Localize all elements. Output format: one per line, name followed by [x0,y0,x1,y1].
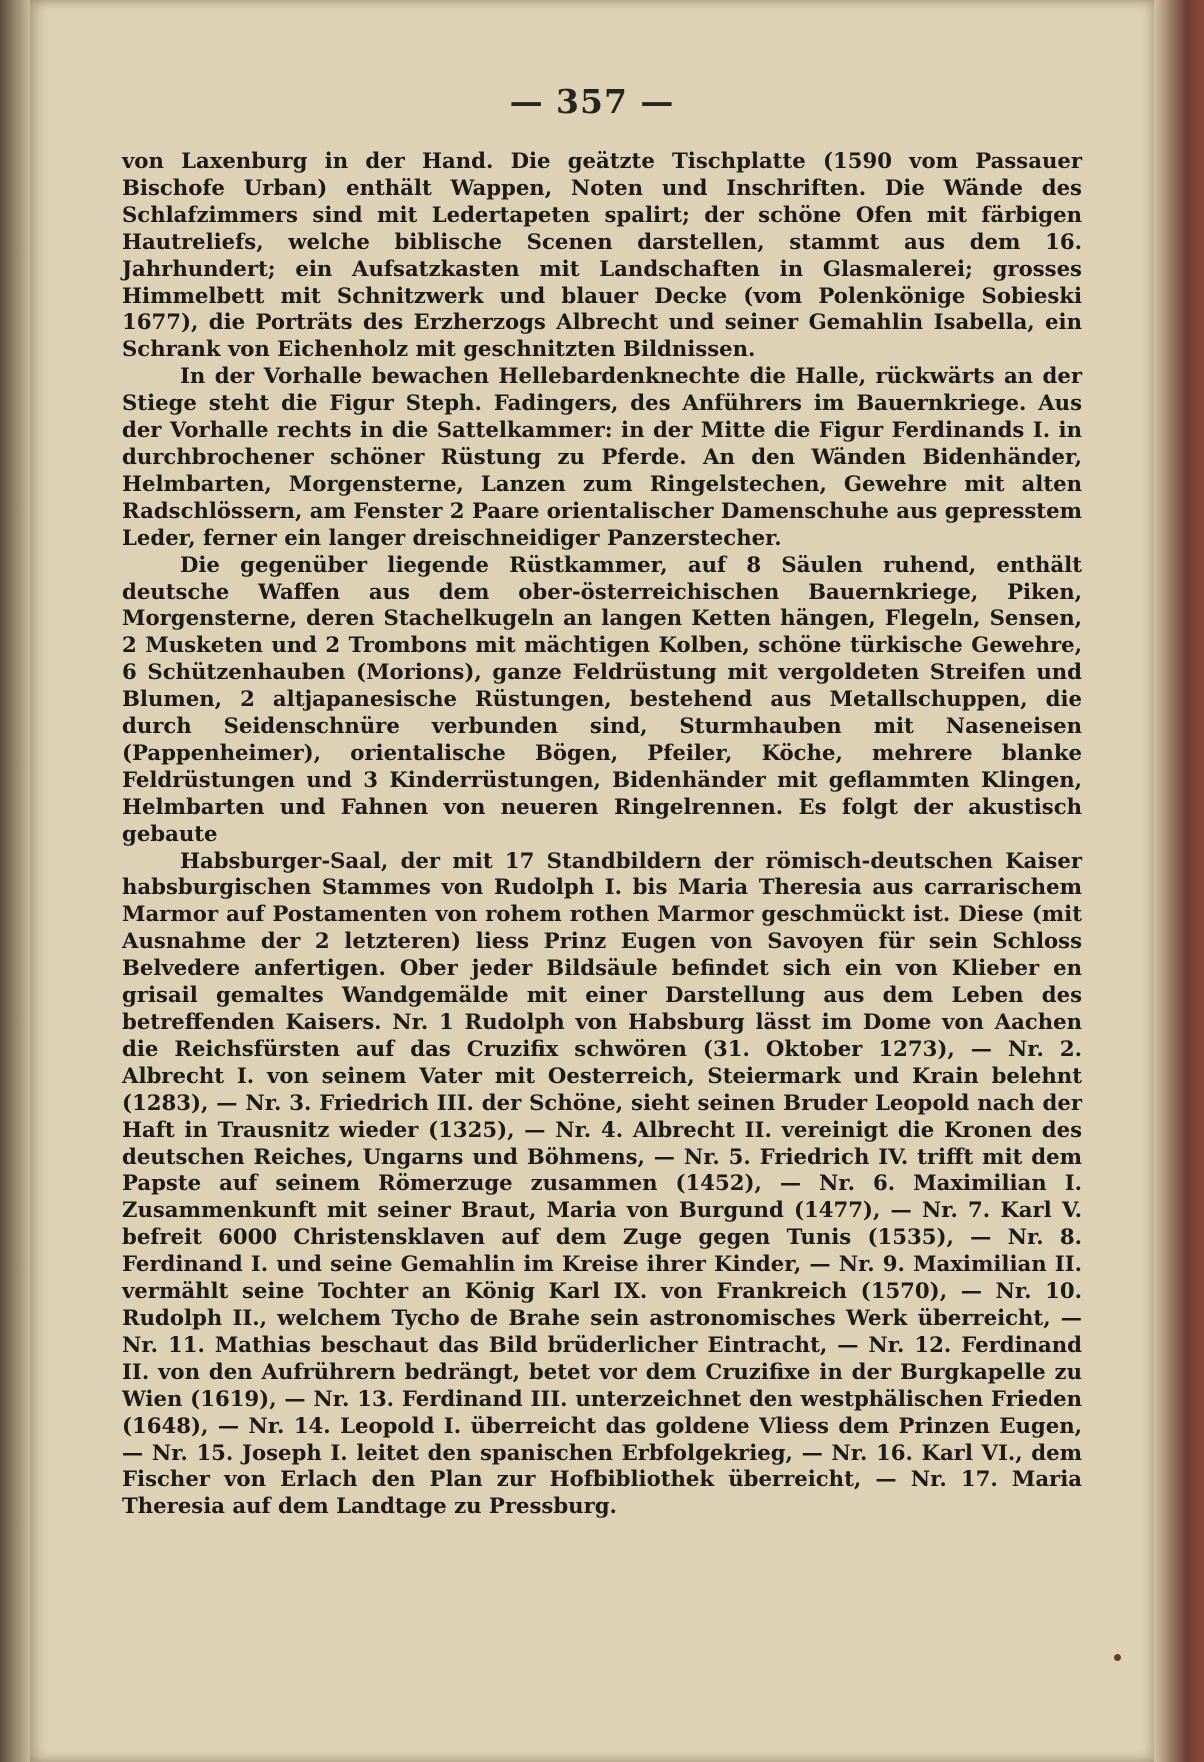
page-number: — 357 — [509,82,675,121]
page-edge-stack [1154,0,1204,1762]
paragraph-vorhalle: In der Vorhalle bewachen Hellebardenknechte die Halle, rückwärts an der Stiege steht die Figur Steph. Fadingers, des Anführers im Bauernkriege. Aus der Vorhalle rechts in die Sattelkammer: in der Mitte die Figur Ferdinands I. in durchbrochener schöner Rüstung zu Pferde. An den Wänden Bidenhänder, Helmbarten, Morgensterne, Lanzen zum Ringelstechen, Gewehre mit alten Radschlössern, am Fenster 2 Paare orientalischer Damenschuhe aus gepresstem Leder, ferner ein langer dreischneidiger Panzerstecher. [122,363,1082,550]
paragraph-bedroom: von Laxenburg in der Hand. Die geätzte Tischplatte (1590 vom Passauer Bischofe Urban) enthält Wappen, Noten und Inschriften. Die Wände des Schlafzimmers sind mit Ledertapeten spalirt; der schöne Ofen mit färbigen Hautreliefs, welche biblische Scenen darstellen, stammt aus dem 16. Jahrhundert; ein Aufsatzkasten mit Landschaften in Glasmalerei; grosses Himmelbett mit Schnitzwerk und blauer Decke (vom Polenkönige Sobieski 1677), die Porträts des Erzherzogs Albrecht und seiner Gemahlin Isabella, ein Schrank von Eichenholz mit geschnitzten Bildnissen. [122,148,1082,362]
ink-spot [1114,1654,1121,1661]
book-spine-shadow [0,0,30,1762]
body-text [122,148,1082,1520]
paragraph-ruestkammer: Die gegenüber liegende Rüstkammer, auf 8 Säulen ruhend, enthält deutsche Waffen aus dem ober-österreichischen Bauernkriege, Piken, Morgensterne, deren Stachelkugeln an langen Ketten hängen, Flegeln, Sensen, 2 Musketen und 2 Trombons mit mächtigen Kolben, schöne türkische Gewehre, 6 Schützenhauben (Morions), ganze Feldrüstung mit vergoldeten Streifen und Blumen, 2 altjapanesische Rüstungen, bestehend aus Metallschuppen, die durch Seidenschnüre verbunden sind, Sturmhauben mit Naseneisen (Pappenheimer), orientalische Bögen, Pfeiler, Köche, mehrere blanke Feldrüstungen und 3 Kinderrüstungen, Bidenhänder mit geflammten Klingen, Helmbarten und Fahnen von neueren Ringelrennen. Es folgt der akustisch gebaute [122,551,1082,846]
paragraph-habsburger-saal: Habsburger-Saal, der mit 17 Standbildern der römisch-deutschen Kaiser habsburgischen Stammes von Rudolph I. bis Maria Theresia aus carrarischem Marmor auf Postamenten von rohem rothen Marmor geschmückt ist. Diese (mit Ausnahme der 2 letzteren) liess Prinz Eugen von Savoyen für sein Schloss Belvedere anfertigen. Ober jeder Bildsäule befindet sich ein von Klieber en grisail gemaltes Wandgemälde mit einer Darstellung aus dem Leben des betreffenden Kaisers. Nr. 1 Rudolph von Habsburg lässt im Dome von Aachen die Reichsfürsten auf das Cruzifix schwören (31. Oktober 1273), — Nr. 2. Albrecht I. von seinem Vater mit Oesterreich, Steiermark und Krain belehnt (1283), — Nr. 3. Friedrich III. der Schöne, sieht seinen Bruder Leopold nach der Haft in Trausnitz wieder (1325), — Nr. 4. Albrecht II. vereinigt die Kronen des deutschen Reiches, Ungarns und Böhmens, — Nr. 5. Friedrich IV. trifft mit dem Papste auf seinem Römerzuge zusammen (1452), — Nr. 6. Maximilian I. Zusammenkunft mit seiner Braut, Maria von Burgund (1477), — Nr. 7. Karl V. befreit 6000 Christensklaven auf dem Zuge gegen Tunis (1535), — Nr. 8. Ferdinand I. und seine Gemahlin im Kreise ihrer Kinder, — Nr. 9. Maximilian II. vermählt seine Tochter an König Karl IX. von Frankreich (1570), — Nr. 10. Rudolph II., welchem Tycho de Brahe sein astronomisches Werk überreicht, — Nr. 11. Mathias beschaut das Bild brüderlicher Eintracht, — Nr. 12. Ferdinand II. von den Aufrührern bedrängt, betet vor dem Cruzifixe in der Burgkapelle zu Wien (1619), — Nr. 13. Ferdinand III. unterzeichnet den westphälischen Frieden (1648), — Nr. 14. Leopold I. überreicht das goldene Vliess dem Prinzen Eugen, — Nr. 15. Joseph I. leitet den spanischen Erbfolgekrieg, — Nr. 16. Karl VI., dem Fischer von Erlach den Plan zur Hofbibliothek überreicht, — Nr. 17. Maria Theresia auf dem Landtage zu Pressburg. [122,847,1082,1519]
book-page [30,0,1154,1762]
